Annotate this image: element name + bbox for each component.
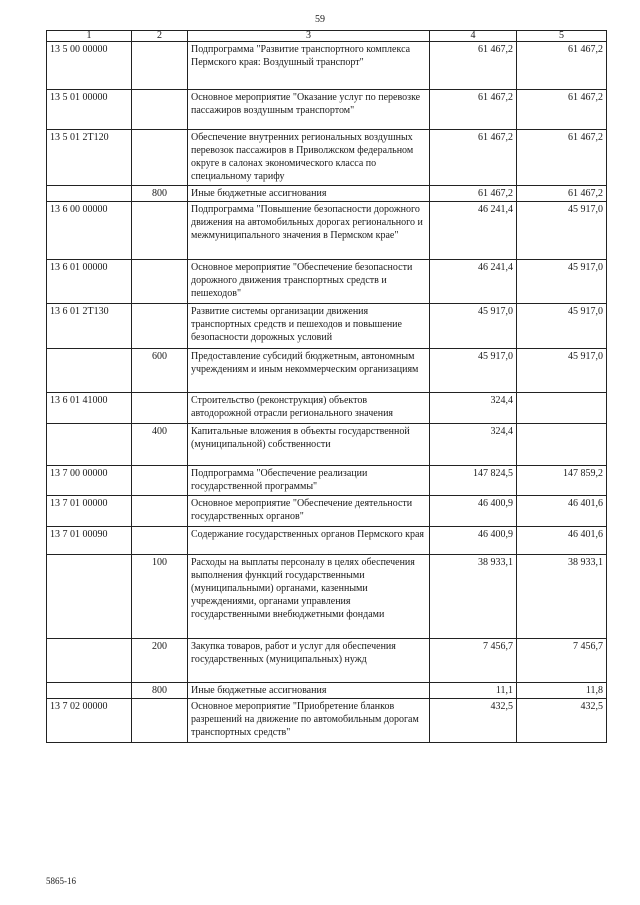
table-row: [47, 699, 607, 743]
name-cell: Подпрограмма "Повышение безопасности дорожного движения на автомобильных дорогах регионального и межмуниципального значения в Пермском крае": [188, 202, 430, 260]
table-row: [47, 90, 607, 130]
value-cell-col4: 324,4: [430, 424, 517, 466]
name-cell: Развитие системы организации движения транспортных средств и пешеходов и повышение безопасности дорожных условий: [188, 304, 430, 349]
document-footer-code: 5865-16: [46, 876, 76, 886]
value-cell-col5: 432,5: [517, 699, 607, 743]
value-cell-col4: 11,1: [430, 683, 517, 699]
name-cell: Строительство (реконструкция) объектов автодорожной отрасли регионального значения: [188, 393, 430, 424]
name-cell: Закупка товаров, работ и услуг для обеспечения государственных (муниципальных) нужд: [188, 639, 430, 683]
expense-type-cell: [132, 466, 188, 496]
value-cell-col4: 46 400,9: [430, 496, 517, 527]
table-row: [47, 639, 607, 683]
value-cell-col4: 324,4: [430, 393, 517, 424]
target-code-cell: 13 7 01 00000: [47, 496, 132, 527]
target-code-cell: 13 5 01 00000: [47, 90, 132, 130]
target-code-cell: [47, 639, 132, 683]
target-code-cell: 13 7 02 00000: [47, 699, 132, 743]
value-cell-col4: 147 824,5: [430, 466, 517, 496]
table-row: [47, 349, 607, 393]
value-cell-col5: 11,8: [517, 683, 607, 699]
expense-type-cell: 200: [132, 639, 188, 683]
column-header: 1: [47, 31, 132, 42]
table-row: [47, 130, 607, 186]
target-code-cell: [47, 683, 132, 699]
target-code-cell: 13 5 00 00000: [47, 42, 132, 90]
value-cell-col4: 61 467,2: [430, 90, 517, 130]
value-cell-col5: 46 401,6: [517, 496, 607, 527]
expense-type-cell: [132, 260, 188, 304]
value-cell-col4: 61 467,2: [430, 42, 517, 90]
expense-type-cell: [132, 699, 188, 743]
target-code-cell: [47, 555, 132, 639]
expense-type-cell: [132, 42, 188, 90]
expense-type-cell: [132, 496, 188, 527]
target-code-cell: [47, 349, 132, 393]
expense-type-cell: [132, 202, 188, 260]
expense-type-cell: [132, 527, 188, 555]
value-cell-col5: 45 917,0: [517, 349, 607, 393]
table-row: [47, 683, 607, 699]
expense-type-cell: 400: [132, 424, 188, 466]
column-header: 3: [188, 31, 430, 42]
name-cell: Основное мероприятие "Оказание услуг по перевозке пассажиров воздушным транспортом": [188, 90, 430, 130]
value-cell-col4: 61 467,2: [430, 186, 517, 202]
name-cell: Обеспечение внутренних региональных воздушных перевозок пассажиров в Приволжском федеральном округе в салонах экономического класса по специальному тарифу: [188, 130, 430, 186]
table-row: [47, 304, 607, 349]
table-row: [47, 555, 607, 639]
table-row: [47, 393, 607, 424]
name-cell: Расходы на выплаты персоналу в целях обеспечения выполнения функций государственными (муниципальными) органами, казенными учреждениями, органами управления государственными внебюджетными фондами: [188, 555, 430, 639]
name-cell: Иные бюджетные ассигнования: [188, 683, 430, 699]
target-code-cell: [47, 424, 132, 466]
value-cell-col5: 61 467,2: [517, 90, 607, 130]
page-number: 59: [315, 14, 325, 25]
value-cell-col5: 147 859,2: [517, 466, 607, 496]
value-cell-col5: [517, 424, 607, 466]
value-cell-col4: 61 467,2: [430, 130, 517, 186]
table-row: [47, 424, 607, 466]
table-row: [47, 260, 607, 304]
value-cell-col5: 46 401,6: [517, 527, 607, 555]
name-cell: Основное мероприятие "Обеспечение безопасности дорожного движения транспортных средств и пешеходов": [188, 260, 430, 304]
value-cell-col5: 45 917,0: [517, 260, 607, 304]
header-row: [47, 31, 607, 42]
name-cell: Капитальные вложения в объекты государственной (муниципальной) собственности: [188, 424, 430, 466]
value-cell-col4: 432,5: [430, 699, 517, 743]
target-code-cell: 13 7 01 00090: [47, 527, 132, 555]
target-code-cell: [47, 186, 132, 202]
budget-table: [46, 30, 607, 743]
name-cell: Предоставление субсидий бюджетным, автономным учреждениям и иным некоммерческим организациям: [188, 349, 430, 393]
target-code-cell: 13 6 01 41000: [47, 393, 132, 424]
expense-type-cell: 800: [132, 186, 188, 202]
value-cell-col4: 38 933,1: [430, 555, 517, 639]
expense-type-cell: [132, 130, 188, 186]
value-cell-col4: 46 241,4: [430, 260, 517, 304]
name-cell: Иные бюджетные ассигнования: [188, 186, 430, 202]
table-row: [47, 202, 607, 260]
expense-type-cell: 600: [132, 349, 188, 393]
value-cell-col5: 61 467,2: [517, 42, 607, 90]
value-cell-col5: 61 467,2: [517, 186, 607, 202]
expense-type-cell: [132, 90, 188, 130]
column-header: 5: [517, 31, 607, 42]
table-row: [47, 466, 607, 496]
name-cell: Подпрограмма "Развитие транспортного комплекса Пермского края: Воздушный транспорт": [188, 42, 430, 90]
name-cell: Основное мероприятие "Приобретение бланков разрешений на движение по автомобильным дорогам транспортных средств": [188, 699, 430, 743]
name-cell: Подпрограмма "Обеспечение реализации государственной программы": [188, 466, 430, 496]
table-row: [47, 496, 607, 527]
target-code-cell: 13 5 01 2Т120: [47, 130, 132, 186]
value-cell-col4: 45 917,0: [430, 304, 517, 349]
target-code-cell: 13 6 01 00000: [47, 260, 132, 304]
expense-type-cell: [132, 393, 188, 424]
value-cell-col5: 45 917,0: [517, 304, 607, 349]
value-cell-col5: [517, 393, 607, 424]
target-code-cell: 13 7 00 00000: [47, 466, 132, 496]
expense-type-cell: [132, 304, 188, 349]
table-row: [47, 186, 607, 202]
expense-type-cell: 100: [132, 555, 188, 639]
value-cell-col5: 45 917,0: [517, 202, 607, 260]
value-cell-col4: 45 917,0: [430, 349, 517, 393]
value-cell-col5: 7 456,7: [517, 639, 607, 683]
value-cell-col4: 46 241,4: [430, 202, 517, 260]
table-row: [47, 527, 607, 555]
name-cell: Содержание государственных органов Пермского края: [188, 527, 430, 555]
table-row: [47, 42, 607, 90]
target-code-cell: 13 6 00 00000: [47, 202, 132, 260]
value-cell-col5: 38 933,1: [517, 555, 607, 639]
expense-type-cell: 800: [132, 683, 188, 699]
target-code-cell: 13 6 01 2Т130: [47, 304, 132, 349]
value-cell-col4: 7 456,7: [430, 639, 517, 683]
column-header: 2: [132, 31, 188, 42]
value-cell-col5: 61 467,2: [517, 130, 607, 186]
name-cell: Основное мероприятие "Обеспечение деятельности государственных органов": [188, 496, 430, 527]
column-header: 4: [430, 31, 517, 42]
value-cell-col4: 46 400,9: [430, 527, 517, 555]
